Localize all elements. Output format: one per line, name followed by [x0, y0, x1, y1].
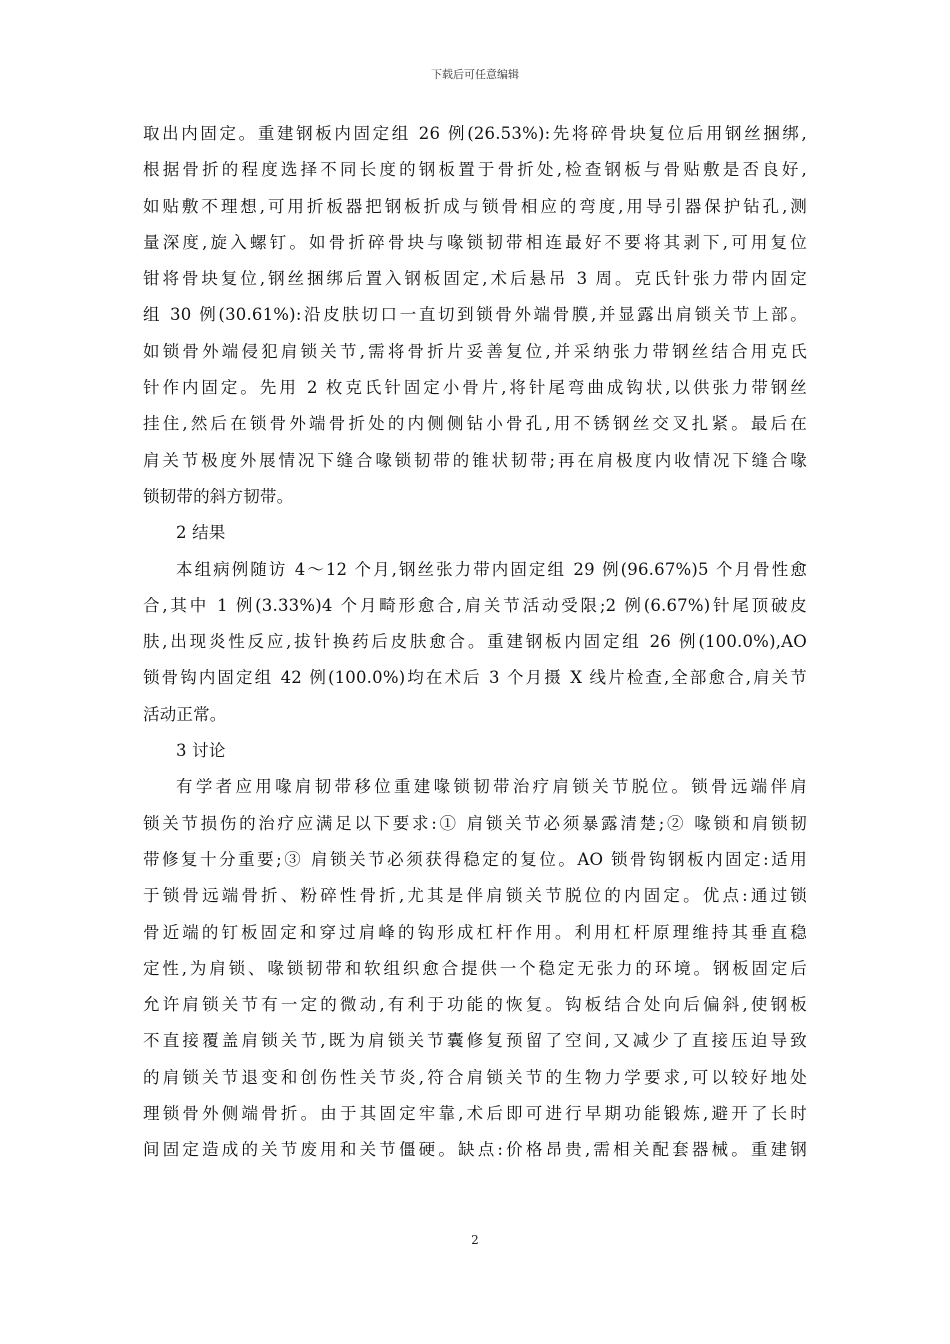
text-line: 如贴敷不理想,可用折板器把钢板折成与锁骨相应的弯度,用导引器保护钻孔,测 [143, 196, 807, 216]
text-line: 于锁骨远端骨折、粉碎性骨折,尤其是伴肩锁关节脱位的内固定。优点:通过锁 [143, 886, 807, 906]
text-line: 钳将骨块复位,钢丝捆绑后置入钢板固定,术后悬吊 3 周。克氏针张力带内固定 [143, 269, 807, 289]
text-line: 针作内固定。先用 2 枚克氏针固定小骨片,将针尾弯曲成钩状,以供张力带钢丝 [143, 378, 807, 398]
page-header: 下载后可任意编辑 [431, 68, 519, 81]
section-heading-results: 2 结果 [176, 523, 226, 543]
document-body [143, 116, 807, 1169]
text-line: 锁骨钩内固定组 42 例(100.0%)均在术后 3 个月摄 X 线片检查,全部愈合,肩关节 [143, 668, 807, 688]
text-line: 取出内固定。重建钢板内固定组 26 例(26.53%):先将碎骨块复位后用钢丝捆绑, [143, 124, 807, 143]
text-line: 肩关节极度外展情况下缝合喙锁韧带的锥状韧带;再在肩极度内收情况下缝合喙 [143, 450, 807, 470]
text-line: 合,其中 1 例(3.33%)4 个月畸形愈合,肩关节活动受限;2 例(6.67%)针尾顶破皮 [143, 595, 807, 615]
text-line: 组 30 例(30.61%):沿皮肤切口一直切到锁骨外端骨膜,并显露出肩锁关节上部。 [143, 305, 807, 325]
page-number: 2 [471, 1233, 479, 1247]
text-line: 不直接覆盖肩锁关节,既为肩锁关节囊修复预留了空间,又减少了直接压迫导致 [143, 1031, 807, 1051]
text-line: 定性,为肩锁、喙锁韧带和软组织愈合提供一个稳定无张力的环境。钢板固定后 [143, 958, 807, 978]
text-line: 挂住,然后在锁骨外端骨折处的内侧侧钻小骨孔,用不锈钢丝交叉扎紧。最后在 [143, 414, 807, 434]
text-line: 锁韧带的斜方韧带。 [143, 486, 294, 506]
text-line: 间固定造成的关节废用和关节僵硬。缺点:价格昂贵,需相关配套器械。重建钢 [143, 1140, 807, 1160]
text-line: 理锁骨外侧端骨折。由于其固定牢靠,术后即可进行早期功能锻炼,避开了长时 [143, 1104, 807, 1124]
text-line: 有学者应用喙肩韧带移位重建喙锁韧带治疗肩锁关节脱位。锁骨远端伴肩 [176, 777, 807, 797]
paragraph-discussion [143, 769, 807, 1168]
text-line: 锁关节损伤的治疗应满足以下要求:① 肩锁关节必须暴露清楚;② 喙锁和肩锁韧 [143, 813, 807, 833]
text-line: 如锁骨外端侵犯肩锁关节,需将骨折片妥善复位,并采纳张力带钢丝结合用克氏 [143, 341, 807, 361]
text-line: 的肩锁关节退变和创伤性关节炎,符合肩锁关节的生物力学要求,可以较好地处 [143, 1067, 807, 1087]
text-line: 量深度,旋入螺钉。如骨折碎骨块与喙锁韧带相连最好不要将其剥下,可用复位 [143, 232, 807, 252]
text-line: 骨近端的钉板固定和穿过肩峰的钩形成杠杆作用。利用杠杆原理维持其垂直稳 [143, 922, 807, 942]
section-heading-discussion: 3 讨论 [176, 741, 226, 761]
paragraph-methods [143, 116, 807, 515]
text-line: 根据骨折的程度选择不同长度的钢板置于骨折处,检查钢板与骨贴敷是否良好, [143, 160, 807, 180]
text-line: 肤,出现炎性反应,拔针换药后皮肤愈合。重建钢板内固定组 26 例(100.0%),AO [143, 632, 807, 652]
text-line: 允许肩锁关节有一定的微动,有利于功能的恢复。钩板结合处向后偏斜,使钢板 [143, 995, 807, 1015]
text-line: 活动正常。 [143, 704, 227, 724]
text-line: 带修复十分重要;③ 肩锁关节必须获得稳定的复位。AO 锁骨钩钢板内固定:适用 [143, 849, 807, 869]
text-line: 本组病例随访 4～12 个月,钢丝张力带内固定组 29 例(96.67%)5 个月骨性愈 [176, 559, 807, 579]
paragraph-results [143, 552, 807, 733]
